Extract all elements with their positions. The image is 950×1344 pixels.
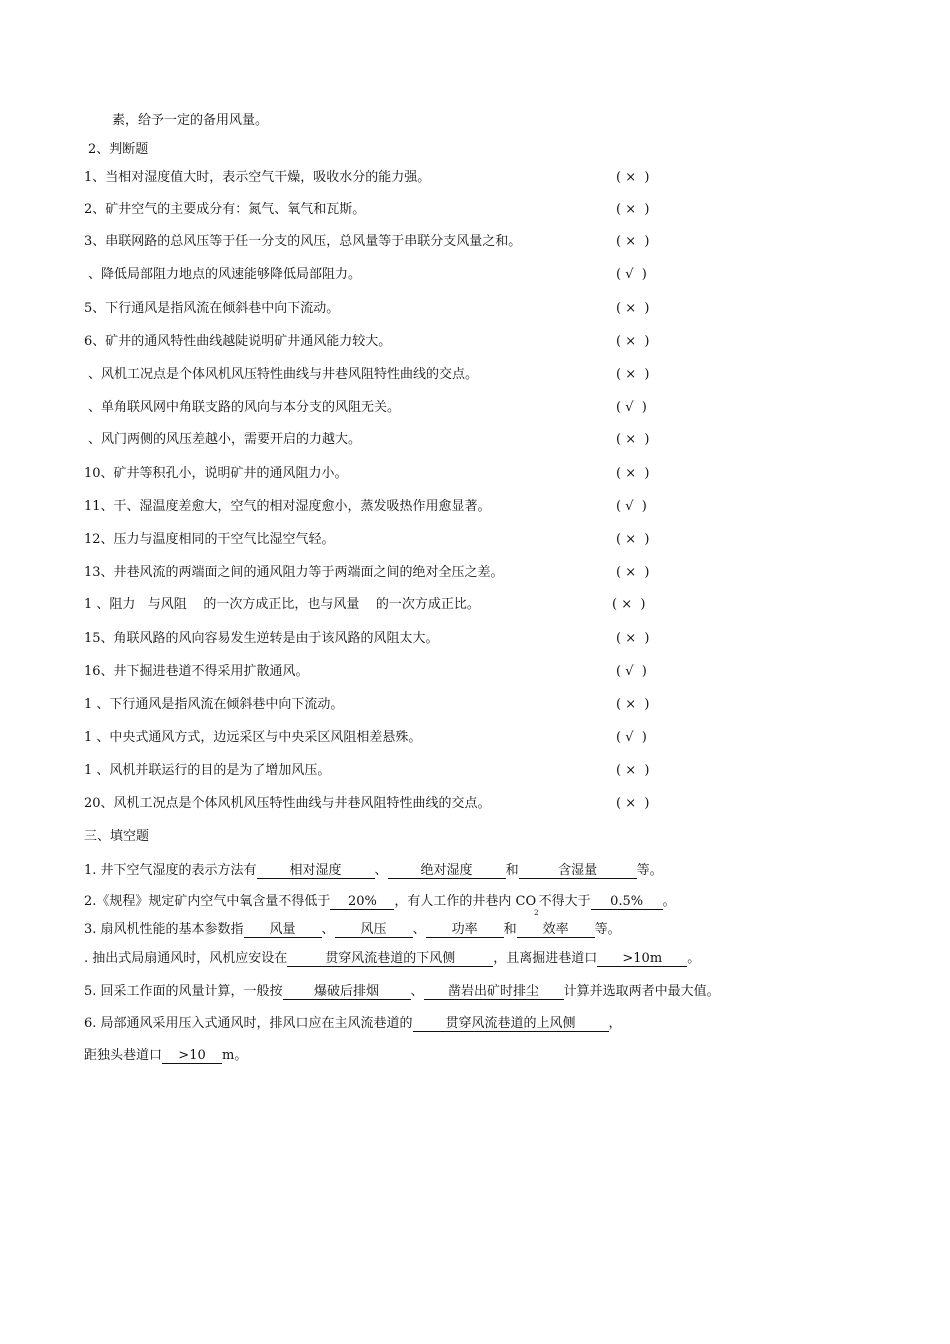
judgment-number: 1 、 <box>84 763 110 778</box>
judgment-answer: ( √ ) <box>616 400 647 415</box>
judgment-answer: ( × ) <box>616 565 650 580</box>
judgment-item <box>88 367 478 383</box>
question-text: 等。 <box>636 863 663 878</box>
judgment-item <box>84 234 521 250</box>
separator: 、 <box>410 984 424 999</box>
question-text: 。 <box>662 894 676 909</box>
separator: 和 <box>505 863 519 878</box>
judgment-answer: ( × ) <box>616 697 650 712</box>
separator: 和 <box>503 922 517 937</box>
judgment-statement: 角联风路的风向容易发生逆转是由于该风路的风阻太大。 <box>113 631 439 646</box>
judgment-item <box>88 432 361 448</box>
judgment-item <box>84 334 391 350</box>
judgment-item <box>84 796 491 812</box>
judgment-item <box>84 664 309 680</box>
judgment-item <box>84 697 343 713</box>
question-text: 6. 局部通风采用压入式通风时，排风口应在主风流巷道的 <box>84 1016 413 1031</box>
judgment-statement: 风机工况点是个体风机风压特性曲线与井巷风阻特性曲线的交点。 <box>101 367 479 382</box>
judgment-item <box>84 631 439 647</box>
question-text: 3. 扇风机性能的基本参数指 <box>84 922 244 937</box>
question-text: ， <box>608 1016 622 1031</box>
judgment-answer: ( √ ) <box>616 664 647 679</box>
judgment-number: 12、 <box>84 532 114 547</box>
fill-question-6 <box>84 1016 622 1032</box>
section3-title: 三、填空题 <box>84 829 150 844</box>
judgment-statement: 矿井空气的主要成分有：氮气、氧气和瓦斯。 <box>105 202 366 217</box>
judgment-statement: 中央式通风方式，边远采区与中央采区风阻相差悬殊。 <box>109 730 422 745</box>
judgment-statement: 井下掘进巷道不得采用扩散通风。 <box>113 664 309 679</box>
judgment-number: 6、 <box>84 334 106 349</box>
answer-blank: 0.5% <box>591 895 663 910</box>
fill-question-6-continued <box>84 1048 247 1064</box>
answer-blank: 贯穿风流巷道的下风侧 <box>287 952 493 967</box>
answer-blank: 功率 <box>426 923 504 938</box>
judgment-statement: 风机并联运行的目的是为了增加风压。 <box>109 763 331 778</box>
fill-question-2 <box>84 894 676 917</box>
judgment-answer: ( × ) <box>616 432 650 447</box>
judgment-item <box>84 730 421 746</box>
question-text: 计算并选取两者中最大值。 <box>563 984 720 999</box>
judgment-statement: 矿井的通风特性曲线越陡说明矿井通风能力较大。 <box>105 334 392 349</box>
judgment-number: 2、 <box>84 202 106 217</box>
separator: 、 <box>374 863 388 878</box>
judgment-answer: ( × ) <box>616 170 650 185</box>
judgment-item <box>88 267 361 283</box>
answer-blank: 凿岩出矿时排尘 <box>424 985 564 1000</box>
answer-blank: 绝对湿度 <box>388 864 506 879</box>
judgment-item <box>84 466 348 482</box>
judgment-number: 11、 <box>84 499 114 514</box>
judgment-answer: ( × ) <box>616 631 650 646</box>
judgment-number: 1 、 <box>84 697 110 712</box>
separator: 、 <box>321 922 335 937</box>
subscript: 2 <box>534 909 539 917</box>
question-text: 5. 回采工作面的风量计算，一般按 <box>84 984 283 999</box>
question-text: 距独头巷道口 <box>84 1048 163 1063</box>
section2-title: 2、判断题 <box>88 142 149 157</box>
question-text: 2.《规程》规定矿内空气中氧含量不得低于 <box>84 894 331 909</box>
judgment-number: 、 <box>88 267 102 282</box>
judgment-statement: 当相对湿度值大时，表示空气干燥，吸收水分的能力强。 <box>105 170 431 185</box>
judgment-statement: 压力与温度相同的干空气比湿空气轻。 <box>113 532 335 547</box>
judgment-item <box>84 202 365 218</box>
question-text: ，有人工作的井巷内 CO <box>394 894 537 909</box>
judgment-number: 1 、 <box>84 730 110 745</box>
judgment-answer: ( × ) <box>612 597 646 612</box>
answer-blank: 20% <box>330 895 394 910</box>
judgment-number: 、 <box>88 367 102 382</box>
fill-question-3 <box>84 922 621 938</box>
separator: 、 <box>412 922 426 937</box>
judgment-answer: ( × ) <box>616 466 650 481</box>
answer-blank: 贯穿风流巷道的上风侧 <box>413 1017 609 1032</box>
judgment-answer: ( × ) <box>616 763 650 778</box>
judgment-statement: 阻力 与风阻 的一次方成正比，也与风量 的一次方成正比。 <box>109 597 480 612</box>
judgment-statement: 降低局部阻力地点的风速能够降低局部阻力。 <box>101 267 362 282</box>
judgment-statement: 风机工况点是个体风机风压特性曲线与井巷风阻特性曲线的交点。 <box>113 796 491 811</box>
judgment-item <box>84 597 480 613</box>
judgment-number: 20、 <box>84 796 114 811</box>
answer-blank: 风量 <box>244 923 322 938</box>
judgment-answer: ( √ ) <box>616 499 647 514</box>
judgment-statement: 风门两侧的风压差越小，需要开启的力越大。 <box>101 432 362 447</box>
answer-blank: >10m <box>597 952 687 967</box>
judgment-item <box>88 400 400 416</box>
question-text: 1. 井下空气湿度的表示方法有 <box>84 863 257 878</box>
judgment-statement: 串联网路的总风压等于任一分支的风压，总风量等于串联分支风量之和。 <box>105 234 522 249</box>
judgment-answer: ( × ) <box>616 234 650 249</box>
judgment-answer: ( √ ) <box>616 730 647 745</box>
answer-blank: 风压 <box>335 923 413 938</box>
question-text: 不得大于 <box>538 894 591 909</box>
judgment-number: 13、 <box>84 565 114 580</box>
judgment-item <box>84 499 491 515</box>
question-text: 。 <box>687 951 701 966</box>
judgment-number: 3、 <box>84 234 106 249</box>
answer-blank: >10 <box>162 1049 222 1064</box>
judgment-statement: 干、湿温度差愈大，空气的相对湿度愈小，蒸发吸热作用愈显著。 <box>113 499 491 514</box>
question-text: m。 <box>222 1048 248 1063</box>
judgment-number: 1、 <box>84 170 106 185</box>
fill-question-4 <box>84 951 700 967</box>
judgment-item <box>84 532 335 548</box>
judgment-number: 1 、 <box>84 597 110 612</box>
question-text: 等。 <box>594 922 621 937</box>
answer-blank: 效率 <box>517 923 595 938</box>
judgment-answer: ( × ) <box>616 796 650 811</box>
question-text: . 抽出式局扇通风时，风机应安设在 <box>84 951 288 966</box>
judgment-answer: ( × ) <box>616 334 650 349</box>
answer-blank: 含湿量 <box>519 864 637 879</box>
judgment-statement: 下行通风是指风流在倾斜巷中向下流动。 <box>109 697 344 712</box>
answer-blank: 相对湿度 <box>257 864 375 879</box>
question-text: ，且离掘进巷道口 <box>493 951 598 966</box>
judgment-answer: ( × ) <box>616 202 650 217</box>
answer-blank: 爆破后排烟 <box>283 985 411 1000</box>
judgment-number: 16、 <box>84 664 114 679</box>
judgment-item <box>84 565 504 581</box>
judgment-statement: 井巷风流的两端面之间的通风阻力等于两端面之间的绝对全压之差。 <box>113 565 504 580</box>
judgment-item <box>84 170 430 186</box>
judgment-statement: 下行通风是指风流在倾斜巷中向下流动。 <box>105 301 340 316</box>
judgment-answer: ( × ) <box>616 367 650 382</box>
judgment-number: 10、 <box>84 466 114 481</box>
judgment-number: 5、 <box>84 301 106 316</box>
fill-question-1 <box>84 863 663 879</box>
fill-question-5 <box>84 984 720 1000</box>
judgment-number: 、 <box>88 432 102 447</box>
intro-tail: 素，给予一定的备用风量。 <box>112 113 269 128</box>
judgment-number: 15、 <box>84 631 114 646</box>
judgment-statement: 矿井等积孔小，说明矿井的通风阻力小。 <box>113 466 348 481</box>
judgment-answer: ( √ ) <box>616 267 647 282</box>
judgment-number: 、 <box>88 400 102 415</box>
judgment-answer: ( × ) <box>616 301 650 316</box>
judgment-item <box>84 763 330 779</box>
judgment-statement: 单角联风网中角联支路的风向与本分支的风阻无关。 <box>101 400 401 415</box>
judgment-item <box>84 301 339 317</box>
judgment-answer: ( × ) <box>616 532 650 547</box>
